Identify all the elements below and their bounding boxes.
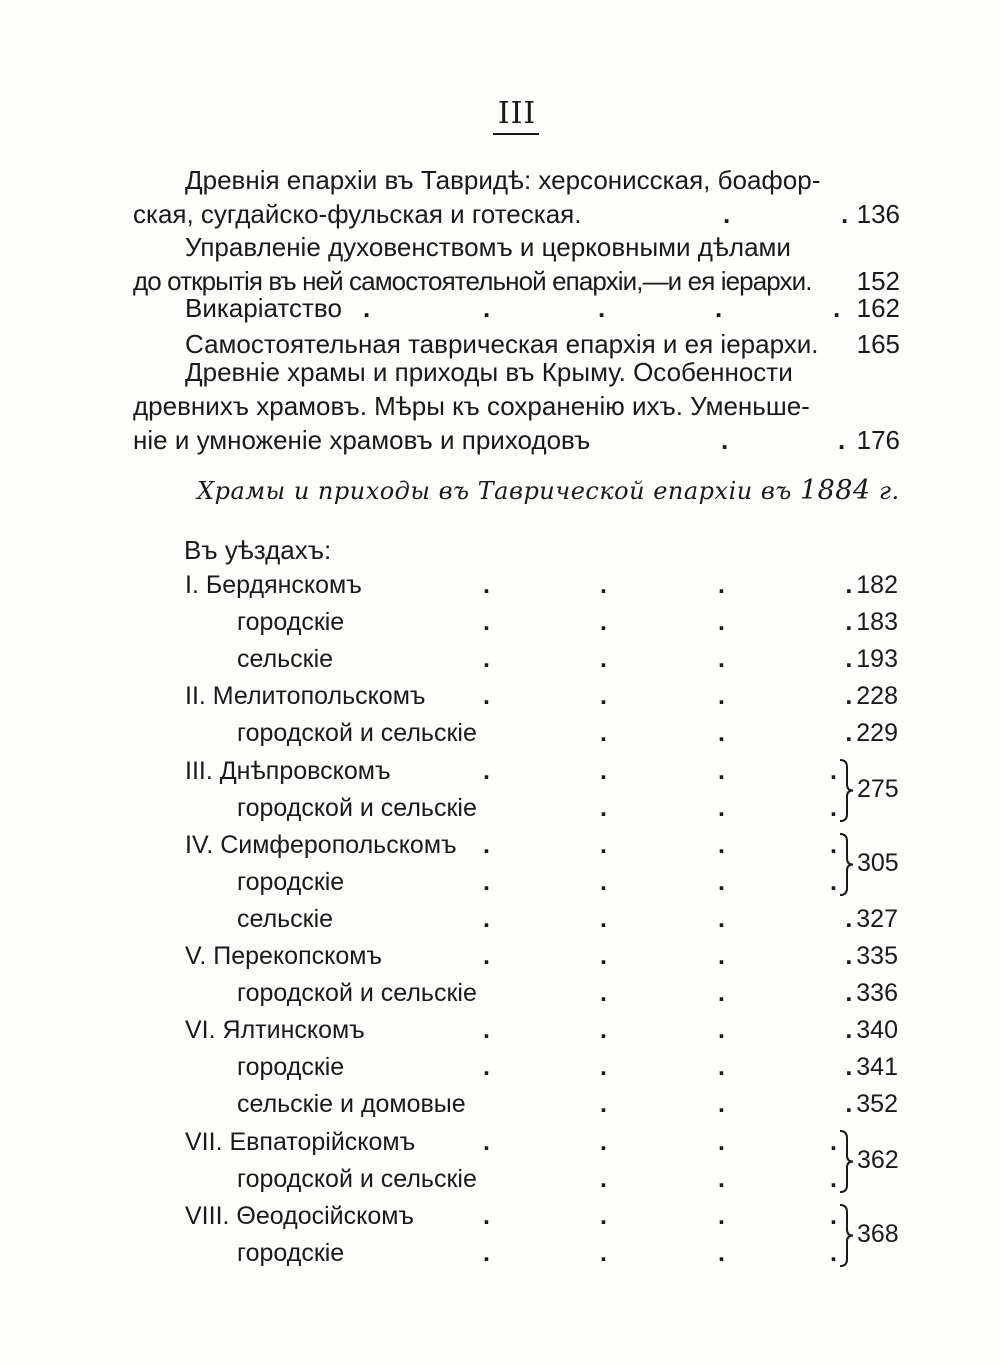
leader-dot: . — [718, 830, 725, 859]
intro-entry-line: древнихъ храмовъ. Мѣры къ сохраненію ихъ. Уменьше- — [133, 391, 810, 421]
leader-dot: . — [600, 1127, 607, 1156]
page-number — [845, 567, 898, 604]
leader-dot: . — [483, 1201, 490, 1230]
leader-dot: . — [838, 425, 846, 455]
leader-dot: . — [718, 1016, 725, 1045]
page-number: 305 — [857, 849, 899, 878]
leader-dot: . — [830, 793, 837, 822]
leader-dot: . — [723, 199, 731, 229]
page-number-value: 193 — [856, 645, 898, 674]
leader-dot: . — [483, 1238, 490, 1267]
page-number — [845, 938, 898, 975]
leader-dot: . — [483, 571, 490, 599]
leader-dot: . — [483, 904, 490, 933]
leader-dot: . — [718, 1127, 725, 1156]
district-label: IV. Симферопольскомъ — [185, 830, 457, 859]
subdivision-label: городскіе — [237, 1238, 345, 1267]
page-number: 368 — [857, 1220, 899, 1249]
district-label: VIII. Θеодосійскомъ — [185, 1201, 415, 1230]
leader-dot: . — [845, 571, 853, 599]
leader-dot: . — [598, 293, 606, 323]
subdivision-label: городскіе — [237, 1053, 345, 1082]
leader-dot: . — [718, 793, 725, 822]
leader-dot: . — [600, 645, 607, 674]
page-number: 136 — [856, 199, 900, 229]
leader-dot: . — [718, 1053, 725, 1082]
toc-row — [0, 975, 1000, 1012]
leader-dot: . — [600, 979, 607, 1008]
leader-dot: . — [600, 904, 607, 933]
leader-dot: . — [600, 608, 607, 637]
leader-dot: . — [600, 682, 607, 711]
district-label: V. Перекопскомъ — [185, 942, 383, 970]
leader-dot: . — [830, 1201, 837, 1230]
leader-dot: . — [830, 756, 837, 785]
page-folio: III — [497, 96, 537, 131]
leader-dot: . — [718, 608, 725, 637]
intro-entry-3 — [185, 291, 900, 325]
brace-icon — [838, 1130, 854, 1193]
leader-dot: . — [721, 425, 729, 455]
intro-entry-line: ская, сугдайско-фульская и готеская. — [133, 199, 582, 229]
leader-dot: . — [845, 682, 853, 711]
subdivision-label: городской и сельскіе — [237, 979, 477, 1008]
leader-dot: . — [718, 1201, 725, 1230]
toc-row — [0, 1049, 1000, 1086]
section-heading-text: Храмы и приходы въ Таврической епархіи въ — [197, 477, 792, 505]
leader-dot: . — [718, 867, 725, 896]
leader-dot: . — [483, 1016, 490, 1045]
leader-dot: . — [483, 1127, 490, 1156]
leader-dot: . — [600, 1053, 607, 1082]
leader-dot: . — [600, 1238, 607, 1267]
leader-dot: . — [845, 1016, 853, 1045]
page-number-value: 182 — [856, 571, 898, 599]
page-number: 165 — [856, 329, 900, 359]
leader-dot: . — [845, 1090, 853, 1119]
leader-dot: . — [600, 793, 607, 822]
intro-entry-line: Древніе храмы и приходы въ Крыму. Особенности — [185, 357, 793, 387]
leader-dot: . — [841, 199, 849, 229]
leader-dot: . — [845, 979, 853, 1008]
page-number-value: 341 — [856, 1053, 898, 1082]
intro-entry-1 — [133, 163, 900, 231]
district-label: I. Бердянскомъ — [185, 571, 362, 599]
districts-subheading: Въ уѣздахъ: — [184, 535, 332, 565]
leader-dot: . — [718, 1164, 725, 1193]
page-number-value: 340 — [856, 1016, 898, 1045]
district-label: III. Днѣпровскомъ — [185, 756, 391, 785]
page-number — [845, 715, 898, 752]
subdivision-label: сельскіе — [237, 645, 334, 674]
leader-dot: . — [483, 645, 490, 674]
page-number: 275 — [857, 775, 899, 804]
leader-dot: . — [845, 608, 853, 637]
leader-dot: . — [600, 867, 607, 896]
leader-dot: . — [718, 756, 725, 785]
subdivision-label: городской и сельскіе — [237, 1164, 477, 1193]
page-number — [845, 1086, 898, 1123]
leader-dot: . — [600, 1090, 607, 1119]
page-number-value: 183 — [856, 608, 898, 637]
leader-dot: . — [483, 867, 490, 896]
leader-dot: . — [830, 1238, 837, 1267]
subdivision-label: городской и сельскіе — [237, 719, 477, 748]
intro-entry-line: Древнія епархіи въ Тавридѣ: херсонисская, боафор- — [185, 165, 821, 195]
leader-dot: . — [483, 293, 491, 323]
toc-row — [0, 715, 1000, 752]
leader-dot: . — [600, 1164, 607, 1193]
page-number — [845, 901, 898, 938]
leader-dot: . — [845, 645, 853, 674]
leader-dot: . — [718, 904, 725, 933]
leader-dot: . — [483, 1053, 490, 1082]
brace-icon — [838, 1204, 854, 1267]
page-number-value: 335 — [856, 942, 898, 970]
page-number-value: 336 — [856, 979, 898, 1008]
intro-entry-line: Викаріатство — [185, 293, 342, 323]
leader-dot: . — [600, 756, 607, 785]
leader-dot: . — [483, 942, 490, 970]
page-number — [845, 1049, 898, 1086]
leader-dot: . — [483, 830, 490, 859]
leader-dot: . — [718, 1090, 725, 1119]
leader-dot: . — [833, 293, 841, 323]
leader-dot: . — [830, 1127, 837, 1156]
leader-dot: . — [718, 645, 725, 674]
section-heading — [197, 474, 900, 508]
leader-dot: . — [600, 1201, 607, 1230]
leader-dot: . — [600, 571, 607, 599]
page-number-value: 228 — [856, 682, 898, 711]
leader-dot: . — [845, 1053, 853, 1082]
page-number — [845, 678, 898, 715]
leader-dot: . — [600, 1016, 607, 1045]
page-number-value: 229 — [856, 719, 898, 748]
brace-icon — [838, 833, 854, 896]
leader-dot: . — [483, 682, 490, 711]
page-number-value: 327 — [856, 904, 898, 933]
leader-dot: . — [830, 1164, 837, 1193]
subdivision-label: городской и сельскіе — [237, 793, 477, 822]
leader-dot: . — [718, 682, 725, 711]
intro-entry-2 — [133, 230, 900, 298]
page-number: 362 — [857, 1146, 899, 1175]
toc-row — [0, 1012, 1000, 1049]
leader-dot: . — [845, 904, 853, 933]
leader-dot: . — [718, 1238, 725, 1267]
toc-row — [0, 1086, 1000, 1123]
leader-dot: . — [830, 830, 837, 859]
leader-dot: . — [718, 571, 725, 599]
page-number-value: 352 — [856, 1090, 898, 1119]
page-number — [845, 641, 898, 678]
toc-row — [0, 604, 1000, 641]
leader-dot: . — [483, 608, 490, 637]
leader-dot: . — [718, 719, 725, 748]
brace-icon — [838, 759, 854, 822]
toc-row — [0, 678, 1000, 715]
leader-dot: . — [830, 867, 837, 896]
leader-dot: . — [845, 942, 853, 970]
intro-entry-line: ніе и умноженіе храмовъ и приходовъ — [133, 425, 591, 455]
leader-dot: . — [483, 756, 490, 785]
leader-dot: . — [600, 942, 607, 970]
page-number: 176 — [856, 425, 900, 455]
section-heading-suffix: г. — [878, 477, 900, 505]
district-label: VII. Евпаторійскомъ — [185, 1127, 416, 1156]
toc-row — [0, 641, 1000, 678]
page-number — [845, 975, 898, 1012]
page-number: 152 — [856, 266, 900, 296]
intro-entry-line: Самостоятельная таврическая епархія и ея іерархи. — [185, 329, 819, 359]
leader-dot: . — [718, 942, 725, 970]
toc-row — [0, 901, 1000, 938]
folio-underline — [493, 133, 539, 135]
subdivision-label: городскіе — [237, 867, 345, 896]
leader-dot: . — [718, 979, 725, 1008]
intro-entry-line: Управленіе духовенствомъ и церковными дѣлами — [185, 232, 791, 262]
page-number — [845, 1012, 898, 1049]
toc-row — [0, 938, 1000, 975]
intro-entry-line: до открытія въ ней самостоятельной епархіи,—и ея іерархи. — [133, 266, 812, 296]
section-heading-year: 1884 — [799, 475, 871, 506]
intro-entry-5 — [133, 355, 900, 457]
leader-dot: . — [600, 719, 607, 748]
leader-dot: . — [600, 830, 607, 859]
subdivision-label: сельскіе и домовые — [237, 1090, 466, 1119]
district-label: II. Мелитопольскомъ — [185, 682, 426, 711]
page-number: 162 — [856, 293, 900, 323]
leader-dot: . — [715, 293, 723, 323]
leader-dot: . — [363, 293, 371, 323]
leader-dot: . — [845, 719, 853, 748]
page-number — [845, 604, 898, 641]
toc-row — [0, 567, 1000, 604]
district-label: VI. Ялтинскомъ — [185, 1016, 365, 1045]
subdivision-label: городскіе — [237, 608, 345, 637]
subdivision-label: сельскіе — [237, 904, 334, 933]
